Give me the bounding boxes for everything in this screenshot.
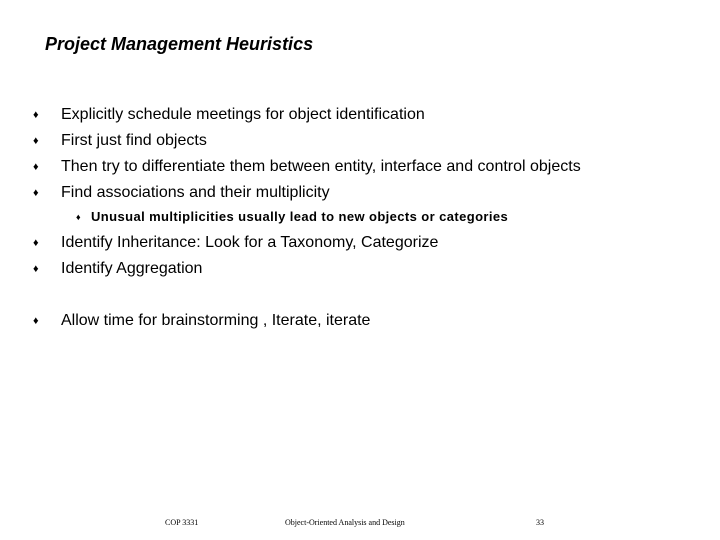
diamond-bullet-icon: ♦ <box>33 161 39 173</box>
diamond-bullet-icon: ♦ <box>33 237 39 249</box>
slide-title: Project Management Heuristics <box>45 34 314 54</box>
diamond-bullet-icon: ♦ <box>33 315 39 327</box>
bullet-item <box>33 259 202 279</box>
bullet-text: Explicitly schedule meetings for object identification <box>61 106 425 123</box>
bullet-text: Then try to differentiate them between entity, interface and control objects <box>61 158 581 175</box>
sub-bullet-item <box>76 208 508 226</box>
diamond-bullet-icon: ♦ <box>33 109 39 121</box>
bullet-item <box>33 183 330 203</box>
diamond-bullet-icon: ♦ <box>33 263 39 275</box>
bullet-text: Identify Aggregation <box>61 260 203 277</box>
footer-subject: Object-Oriented Analysis and Design <box>285 518 405 527</box>
bullet-item <box>33 311 370 331</box>
bullet-text: First just find objects <box>61 132 207 149</box>
bullet-item <box>33 157 581 177</box>
diamond-bullet-icon: ♦ <box>33 135 39 147</box>
bullet-item <box>33 233 438 253</box>
small-diamond-icon: ♦ <box>76 212 81 222</box>
footer-page-number: 33 <box>536 518 544 527</box>
bullet-text: Allow time for brainstorming , Iterate, iterate <box>61 312 371 329</box>
bullet-text: Identify Inheritance: Look for a Taxonomy, Categorize <box>61 234 439 251</box>
bullet-item <box>33 105 425 125</box>
bullet-item <box>33 131 207 151</box>
footer-course: COP 3331 <box>165 518 199 527</box>
sub-bullet-text: Unusual multiplicities usually lead to new objects or categories <box>91 209 509 224</box>
bullet-text: Find associations and their multiplicity <box>61 184 330 201</box>
diamond-bullet-icon: ♦ <box>33 187 39 199</box>
